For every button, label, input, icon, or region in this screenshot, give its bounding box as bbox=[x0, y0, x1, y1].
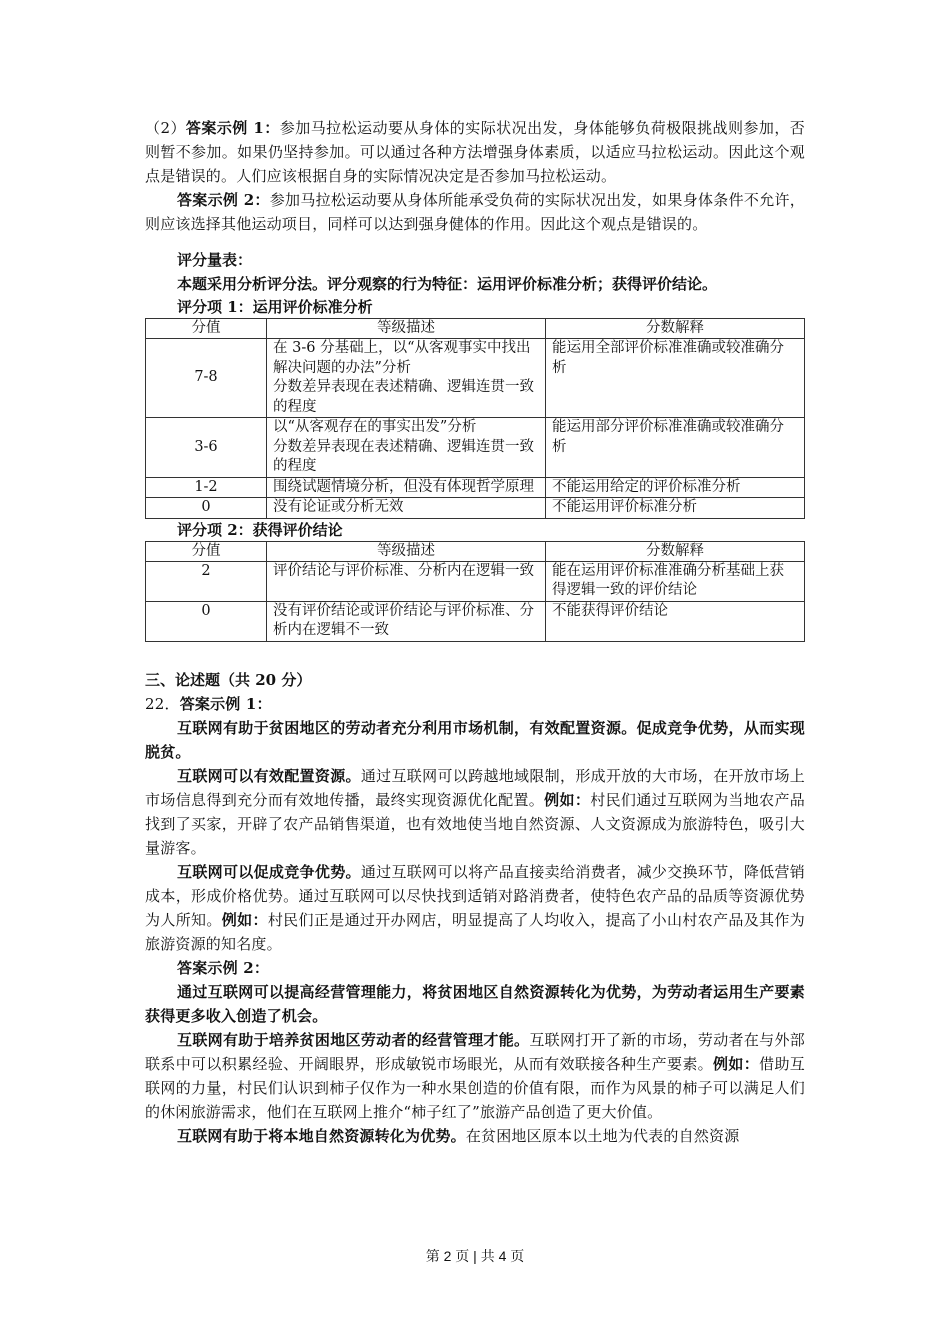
example2-thesis: 通过互联网可以提高经营管理能力，将贫困地区自然资源转化为优势，为劳动者运用生产要素获得更多收入创造了机会。 bbox=[145, 982, 805, 1025]
rubric-method: 本题采用分析评分法。评分观察的行为特征：运用评价标准分析；获得评价结论。 bbox=[177, 275, 718, 293]
header-desc: 等级描述 bbox=[267, 319, 546, 339]
desc-cell: 围绕试题情境分析，但没有体现哲学原理 bbox=[267, 477, 546, 498]
score-cell: 1-2 bbox=[146, 477, 267, 498]
para-lead: 互联网有助于培养贫困地区劳动者的经营管理才能。 bbox=[177, 1030, 530, 1049]
table-row bbox=[146, 477, 805, 498]
example2-label: 答案示例 2： bbox=[177, 191, 270, 209]
desc-line: 以“从客观存在的事实出发”分析 bbox=[273, 419, 477, 435]
example1-label: 答案示例 1： bbox=[179, 694, 272, 713]
table-row bbox=[146, 339, 805, 418]
page-footer: 第 2 页 | 共 4 页 bbox=[425, 1248, 525, 1264]
example-text: 村民们通过互联网为当地农产品找到了买家，开辟了农产品销售渠道，也有效地使当地自然资源、人文资源成为旅游特色，吸引大量游客。 bbox=[145, 790, 805, 857]
explain-cell: 不能运用给定的评价标准分析 bbox=[546, 477, 805, 498]
explain-cell: 能运用部分评价标准准确或较准确分析 bbox=[546, 418, 805, 478]
header-score: 分值 bbox=[146, 319, 267, 339]
example-label: 例如： bbox=[221, 910, 268, 929]
document-page bbox=[145, 116, 805, 1148]
section3-title: 三、论述题（共 20 分） bbox=[145, 670, 312, 689]
example2-label: 答案示例 2： bbox=[177, 958, 270, 977]
question-number: 22． bbox=[145, 694, 180, 713]
rubric-item1-table bbox=[145, 318, 805, 519]
desc-cell: 没有评价结论或评价结论与评价标准、分析内在逻辑不一致 bbox=[267, 601, 546, 641]
example1-para1 bbox=[145, 764, 805, 860]
desc-cell bbox=[267, 418, 546, 478]
score-cell: 2 bbox=[146, 561, 267, 601]
desc-cell: 没有论证或分析无效 bbox=[267, 498, 546, 519]
table-header-row bbox=[146, 319, 805, 339]
para-lead: 互联网有助于将本地自然资源转化为优势。 bbox=[177, 1126, 466, 1145]
para-text: 通过互联网可以跨越地域限制，形成开放的大市场，在开放市场上市场信息得到充分而有效地传播，最终实现资源优化配置。 bbox=[145, 766, 805, 809]
para-text: 互联网打开了新的市场，劳动者在与外部联系中可以积累经验、开阔眼界，形成敏锐市场眼光，从而有效联接各种生产要素。 bbox=[145, 1030, 805, 1073]
desc-line: 分数差异表现在表述精确、逻辑连贯一致的程度 bbox=[273, 379, 534, 415]
desc-line: 在 3-6 分基础上，以“从客观事实中找出解决问题的办法”分析 bbox=[273, 340, 531, 376]
header-desc: 等级描述 bbox=[267, 541, 546, 561]
table-row bbox=[146, 561, 805, 601]
para-text: 通过互联网可以将产品直接卖给消费者，减少交换环节，降低营销成本，形成价格优势。通过互联网可以尽快找到适销对路消费者，使特色农产品的品质等资源优势为人所知。 bbox=[145, 862, 805, 929]
rubric-item2-table bbox=[145, 541, 805, 642]
desc-cell bbox=[267, 339, 546, 418]
rubric-title: 评分量表： bbox=[177, 251, 253, 269]
score-cell: 0 bbox=[146, 498, 267, 519]
example2-text: 参加马拉松运动要从身体所能承受负荷的实际状况出发，如果身体条件不允许，则应该选择其他运动项目，同样可以达到强身健体的作用。因此这个观点是错误的。 bbox=[145, 191, 805, 233]
table-row bbox=[146, 601, 805, 641]
example1-label: 答案示例 1： bbox=[185, 119, 280, 137]
example2-para1 bbox=[145, 1028, 805, 1124]
table-row bbox=[146, 498, 805, 519]
example-text: 村民们正是通过开办网店，明显提高了人均收入，提高了小山村农产品及其作为旅游资源的知名度。 bbox=[145, 910, 805, 953]
example1-thesis: 互联网有助于贫困地区的劳动者充分利用市场机制，有效配置资源。促成竞争优势，从而实现脱贫。 bbox=[145, 718, 805, 761]
rubric-item2-title: 评分项 2：获得评价结论 bbox=[177, 520, 343, 539]
part-prefix: （2） bbox=[145, 119, 186, 137]
part2-example1 bbox=[145, 116, 805, 188]
example1-para2 bbox=[145, 860, 805, 956]
example-label: 例如： bbox=[713, 1054, 760, 1073]
table-row bbox=[146, 418, 805, 478]
example-label: 例如： bbox=[544, 790, 591, 809]
example-text: 借助互联网的力量，村民们认识到柿子仅作为一种水果创造的价值有限，而作为风景的柿子可以满足人们的休闲旅游需求，他们在互联网上推介“柿子红了”旅游产品创造了更大价值。 bbox=[145, 1054, 805, 1121]
question-22-heading bbox=[145, 692, 805, 716]
score-cell: 3-6 bbox=[146, 418, 267, 478]
desc-line: 分数差异表现在表述精确、逻辑连贯一致的程度 bbox=[273, 438, 534, 474]
part2-example2 bbox=[145, 188, 805, 236]
desc-cell: 评价结论与评价标准、分析内在逻辑一致 bbox=[267, 561, 546, 601]
rubric-item1-title: 评分项 1：运用评价标准分析 bbox=[177, 298, 373, 316]
explain-cell: 能运用全部评价标准准确或较准确分析 bbox=[546, 339, 805, 418]
header-explain: 分数解释 bbox=[546, 541, 805, 561]
explain-cell: 不能运用评价标准分析 bbox=[546, 498, 805, 519]
explain-cell: 不能获得评价结论 bbox=[546, 601, 805, 641]
header-score: 分值 bbox=[146, 541, 267, 561]
score-cell: 0 bbox=[146, 601, 267, 641]
para-lead: 互联网可以促成竞争优势。 bbox=[177, 862, 361, 881]
example1-text: 参加马拉松运动要从身体的实际状况出发，身体能够负荷极限挑战则参加，否则暂不参加。如果仍坚持参加。可以通过各种方法增强身体素质，以适应马拉松运动。因此这个观点是错误的。人们应该根据自身的实际情况决定是否参加马拉松运动。 bbox=[145, 119, 806, 185]
para-lead: 互联网可以有效配置资源。 bbox=[177, 766, 361, 785]
para-text: 在贫困地区原本以土地为代表的自然资源 bbox=[465, 1126, 740, 1145]
explain-cell: 能在运用评价标准准确分析基础上获得逻辑一致的评价结论 bbox=[546, 561, 805, 601]
table-header-row bbox=[146, 541, 805, 561]
score-cell: 7-8 bbox=[146, 339, 267, 418]
header-explain: 分数解释 bbox=[546, 319, 805, 339]
example2-para2 bbox=[145, 1124, 805, 1148]
